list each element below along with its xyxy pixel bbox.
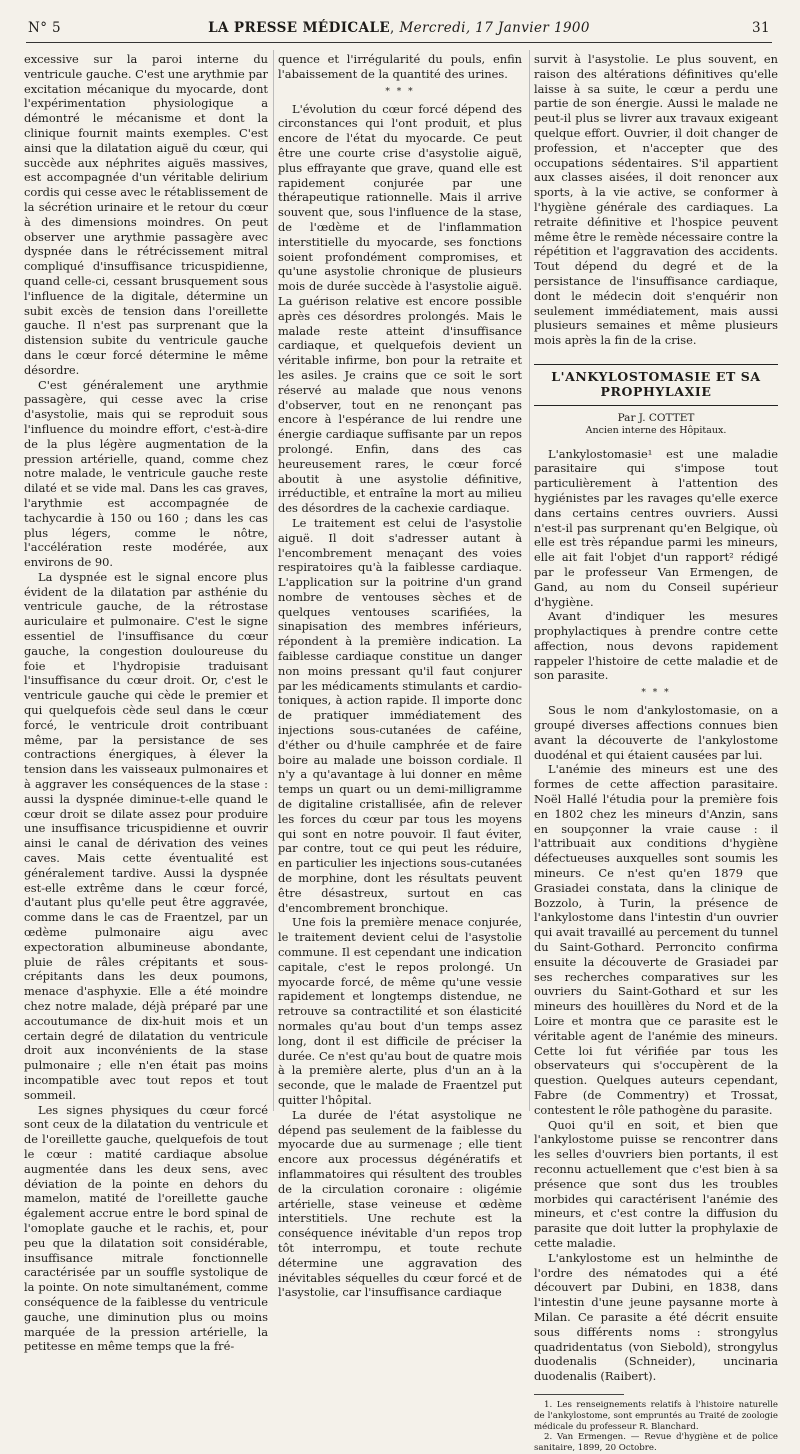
footnote: 1. Les renseignements relatifs à l'histoire naturelle de l'ankylostome, sont empruntés au Traité de zoologie médicale du professeur R. Blanchard. xyxy=(534,1399,778,1432)
journal-title: LA PRESSE MÉDICALE xyxy=(208,20,391,36)
issue-date: Mercredi, 17 Janvier 1900 xyxy=(399,20,590,36)
column-1 xyxy=(24,52,268,1354)
issue-number: N° 5 xyxy=(28,20,62,36)
paragraph: Quoi qu'il en soit, et bien que l'ankylostome puisse se rencontrer dans les selles d'ouvriers bien portants, il est reconnu actuellement que c'est bien à sa présence que sont dus les troubles morbides qui caractérisent l'anémie des mineurs, et c'est contre la diffusion du parasite que doit lutter la prophylaxie de cette maladie. xyxy=(534,1117,778,1250)
paragraph: Sous le nom d'ankylostomasie, on a groupé diverses affections connues bien avant la découverte de l'ankylostome duodénal et qui étaient causées par lui. xyxy=(534,703,778,762)
footnote-rule xyxy=(534,1394,624,1395)
footnote: 2. Van Ermengen. — Revue d'hygiène et de police sanitaire, 1899, 20 Octobre. xyxy=(534,1432,778,1454)
author-affiliation: Ancien interne des Hôpitaux. xyxy=(585,424,727,436)
paragraph: C'est généralement une arythmie passagère, qui cesse avec la crise d'asystolie, mais qui se reproduit sous l'influence du moindre effort, c'est-à-dire de la plus légère augmentation de la pression artérielle, quand, comme chez notre malade, le ventricule gauche reste dilaté et se vide mal. Dans les cas graves, l'arythmie est accompagnée de tachycardie à 150 ou 160 ; dans les cas plus légers, comme le nôtre, l'accélération reste modérée, aux environs de 90. xyxy=(24,377,268,570)
article-byline: Par J. COTTET xyxy=(617,411,695,424)
paragraph: excessive sur la paroi interne du ventricule gauche. C'est une arythmie par excitation mécanique du myocarde, dont l'expérimentation physiologique a démontré le mécanisme et dont la clinique fournit maints exemples. C'est ainsi que la dilatation aiguë du cœur, qui succède aux néphrites aiguës massives, est accompagnée d'un véritable delirium cordis qui cesse avec le rétablissement de la sécrétion urinaire et le retour du cœur à des dimensions moindres. On peut observer une arythmie passagère avec dyspnée dans le rétrécissement mitral compliqué d'insuffisance tricuspidienne, quand celle-ci, cessant brusquement sous l'influence de la digitale, détermine un subit excès de tension dans l'oreillette gauche. Il n'est pas surprenant que la distension subite du ventricule gauche dans le cœur forcé détermine le même désordre. xyxy=(24,52,268,377)
paragraph: quence et l'irrégularité du pouls, enfin l'abaissement de la quantité des urines. xyxy=(278,52,522,81)
paragraph: survit à l'asystolie. Le plus souvent, en raison des altérations définitives qu'elle laisse à sa suite, le cœur a perdu une partie de son énergie. Aussi le malade ne peut-il plus se livrer aux travaux exigeant quelque effort. Ouvrier, il doit changer de profession, et n'accepter que des occupations sédentaires. S'il appartient aux classes aisées, il doit renoncer aux sports, à la vie active, se conformer à l'hygiène générale des cardiaques. La retraite définitive et l'hospice peuvent même être le remède nécessaire contre la répétition et l'aggravation des accidents. Tout dépend du degré et de la persistance de l'insuffisance cardiaque, dont le médecin doit s'enquérir non seulement immédiatement, mais aussi plusieurs semaines et même plusieurs mois après la fin de la crise. xyxy=(534,52,778,348)
paragraph: La dyspnée est le signal encore plus évident de la dilatation par asthénie du ventricule gauche, de la rétrostase auriculaire et pulmonaire. C'est le signe essentiel de l'insuffisance du cœur gauche, la congestion douloureuse du foie et l'hydropisie traduisant l'insuffisance du cœur droit. Or, c'est le ventricule gauche qui cède le premier et qui quelquefois cède seul dans le cœur forcé, le ventricule droit contribuant même, par la persistance de ses contractions énergiques, à élever la tension dans les vaisseaux pulmonaires et à aggraver les conséquences de la stase : aussi la dyspnée diminue-t-elle quand le cœur droit se dilate assez pour produire une insuffisance tricuspidienne et ouvrir ainsi le canal de dérivation des veines caves. Mais cette éventualité est généralement tardive. Aussi la dyspnée est-elle extrême dans le cœur forcé, d'autant plus qu'elle peut être aggravée, comme dans le cas de Fraentzel, par un œdème pulmonaire aigu avec expectoration albumineuse abondante, pluie de râles crépitants et sous-crépitants dans les deux poumons, menace d'asphyxie. Elle a été moindre chez notre malade, déjà préparé par une accoutumance de dix-huit mois et un certain degré de dilatation du ventricule droit aux inconvénients de la stase pulmonaire ; elle n'en était pas moins incompatible avec tout repos et tout sommeil. xyxy=(24,569,268,1102)
column-divider xyxy=(273,50,274,1111)
column-2 xyxy=(278,52,522,1300)
paragraph: La durée de l'état asystolique ne dépend pas seulement de la faiblesse du myocarde due au surmenage ; elle tient encore aux processus dégénératifs et inflammatoires qui résultent des troubles de la circulation coronaire : oligémie artérielle, stase veineuse et œdème interstitiels. Une rechute est la conséquence inévitable d'un repos trop tôt interrompu, et toute rechute détermine une aggravation des inévitables séquelles du cœur forcé et de l'asystolie, car l'insuffisance cardiaque xyxy=(278,1107,522,1300)
column-divider xyxy=(529,50,530,1111)
page-number: 31 xyxy=(752,20,770,36)
paragraph: Le traitement est celui de l'asystolie aiguë. Il doit s'adresser autant à l'encombrement menaçant des voies respiratoires qu'à la faiblesse cardiaque. L'application sur la poitrine d'un grand nombre de ventouses sèches et de quelques ventouses scarifiées, la sinapisation des membres inférieurs, répondent à la première indication. La faiblesse cardiaque constitue un danger non moins pressant qu'il faut conjurer par les médicaments stimulants et cardio-toniques, à action rapide. Il importe donc de pratiquer immédiatement des injections sous-cutanées de caféine, d'éther ou d'huile camphrée et de faire boire au malade une boisson cordiale. Il n'y a qu'avantage à lui donner en même temps un quart ou un demi-milligramme de digitaline cristallisée, afin de relever les forces du cœur par tous les moyens qui sont en notre pouvoir. Il faut éviter, par contre, tout ce qui peut les réduire, en particulier les injections sous-cutanées de morphine, dont les résultats peuvent être désastreux, surtout en cas d'encombrement bronchique. xyxy=(278,515,522,915)
page-header: N° 5 LA PRESSE MÉDICALE, Mercredi, 17 Janvier 1900 31 xyxy=(28,20,770,36)
paragraph: Les signes physiques du cœur forcé sont ceux de la dilatation du ventricule et de l'oreillette gauche, quelquefois de tout le cœur : matité cardiaque absolue augmentée dans les deux sens, avec déviation de la pointe en dehors du mamelon, matité de l'oreillette gauche également accrue entre le bord spinal de l'omoplate gauche et le rachis, et, pour peu que la dilatation soit considérable, insuffisance mitrale fonctionnelle caractérisée par un souffle systolique de la pointe. On note simultanément, comme conséquence de la faiblesse du ventricule gauche, une diminution plus ou moins marquée de la pression artérielle, la petitesse en même temps que la fré- xyxy=(24,1102,268,1354)
section-separator: * * * xyxy=(641,688,671,699)
section-separator: * * * xyxy=(385,86,415,97)
paragraph: L'anémie des mineurs est une des formes de cette affection parasitaire. Noël Hallé l'étudia pour la première fois en 1802 chez les mineurs d'Anzin, sans en soupçonner la vraie cause : il l'attribuait aux conditions d'hygiène défectueuses auxquelles sont soumis les mineurs. Ce n'est qu'en 1879 que Grasiadei constata, dans la clinique de Bozzolo, à Turin, la présence de l'ankylostome dans l'intestin d'un ouvrier qui avait travaillé au percement du tunnel du Saint-Gothard. Perroncito confirma ensuite la découverte de Grasiadei par ses recherches comparatives sur les ouvriers du Saint-Gothard et sur les mineurs des houillères du Nord et de la Loire et montra que ce parasite est le véritable agent de l'anémie des mineurs. Cette loi fut vérifiée par tous les observateurs qui s'occupèrent de la question. Quelques auteurs cependant, Fabre (de Commentry) et Trossat, contestent le rôle pathogène du parasite. xyxy=(534,762,778,1117)
column-3 xyxy=(534,52,778,1454)
article-title: L'ANKYLOSTOMASIE ET SA PROPHYLAXIE xyxy=(534,364,778,406)
header-rule xyxy=(26,42,772,43)
paragraph: Avant d'indiquer les mesures prophylactiques à prendre contre cette affection, nous devons rapidement rappeler l'histoire de cette maladie et de son parasite. xyxy=(534,609,778,683)
paragraph: L'ankylostome est un helminthe de l'ordre des nématodes qui a été découvert par Dubini, en 1838, dans l'intestin d'une jeune paysanne morte à Milan. Ce parasite a été décrit ensuite sous différents noms : strongylus quadridentatus (von Siebold), strongylus duodenalis (Schneider), uncinaria duodenalis (Raibert). xyxy=(534,1250,778,1384)
paragraph: L'ankylostomasie¹ est une maladie parasitaire qui s'impose tout particulièrement à l'attention des hygiénistes par les ravages qu'elle exerce dans certains centres ouvriers. Aussi n'est-il pas surprenant qu'en Belgique, où elle est très répandue parmi les mineurs, elle ait fait l'objet d'un rapport² rédigé par le professeur Van Ermengen, de Gand, au nom du Conseil supérieur d'hygiène. xyxy=(534,446,778,609)
paragraph: Une fois la première menace conjurée, le traitement devient celui de l'asystolie commune. Il est cependant une indication capitale, c'est le repos prolongé. Un myocarde forcé, de même qu'une vessie rapidement et longtemps distendue, ne retrouve sa contractilité et son élasticité normales qu'au bout d'un temps assez long, dont il est difficile de préciser la durée. Ce n'est qu'au bout de quatre mois à la première alerte, plus d'un an à la seconde, que le malade de Fraentzel put quitter l'hôpital. xyxy=(278,915,522,1107)
paragraph: L'évolution du cœur forcé dépend des circonstances qui l'ont produit, et plus encore de l'état du myocarde. Ce peut être une courte crise d'asystolie aiguë, plus effrayante que grave, quand elle est rapidement conjurée par une thérapeutique rationnelle. Mais il arrive souvent que, sous l'influence de la stase, de l'œdème et de l'inflammation interstitielle du myocarde, ses fonctions soient profondément compromises, et qu'une asystolie chronique de plusieurs mois de durée succède à l'asystolie aiguë. La guérison relative est encore possible après ces désordres prolongés. Mais le malade reste atteint d'insuffisance cardiaque, et quelquefois devient un véritable infirme, bon pour la retraite et les asiles. Je crains que ce soit le sort réservé au malade que nous venons d'observer, tout en ne renonçant pas encore à l'espérance de lui rendre une énergie cardiaque suffisante par un repos prolongé. Enfin, dans des cas heureusement rares, le cœur forcé aboutit à une asystolie définitive, irréductible, et entraîne la mort au milieu des désordres de la cachexie cardiaque. xyxy=(278,101,522,516)
